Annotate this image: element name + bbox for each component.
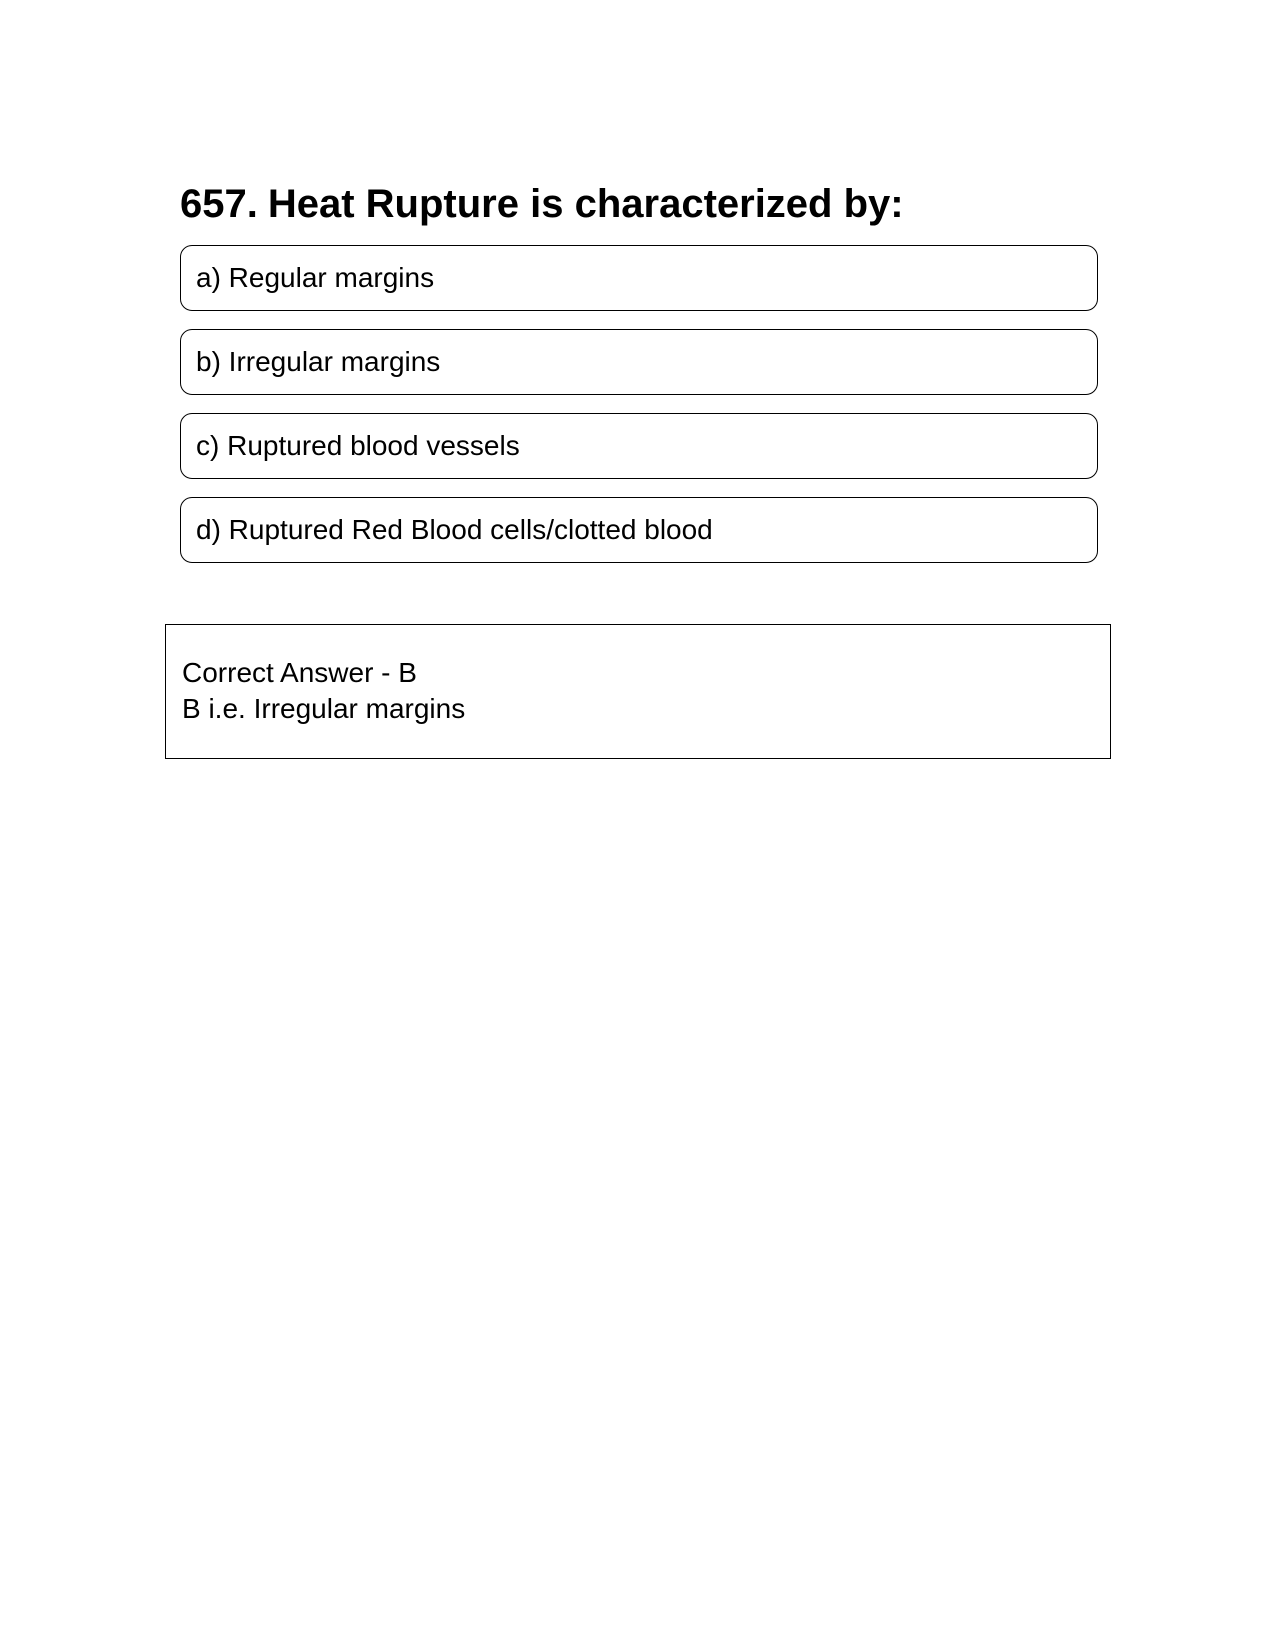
question-number: 657. [180, 182, 258, 226]
question-text: Heat Rupture is characterized by: [267, 182, 904, 226]
option-c[interactable]: c) Ruptured blood vessels [180, 413, 1098, 479]
option-d[interactable]: d) Ruptured Red Blood cells/clotted blood [180, 497, 1098, 563]
question-heading [180, 176, 904, 232]
correct-answer-heading: Correct Answer - B [182, 657, 417, 688]
answer-box [165, 624, 1111, 759]
answer-explanation: B i.e. Irregular margins [182, 693, 466, 724]
option-a[interactable]: a) Regular margins [180, 245, 1098, 311]
option-b[interactable]: b) Irregular margins [180, 329, 1098, 395]
